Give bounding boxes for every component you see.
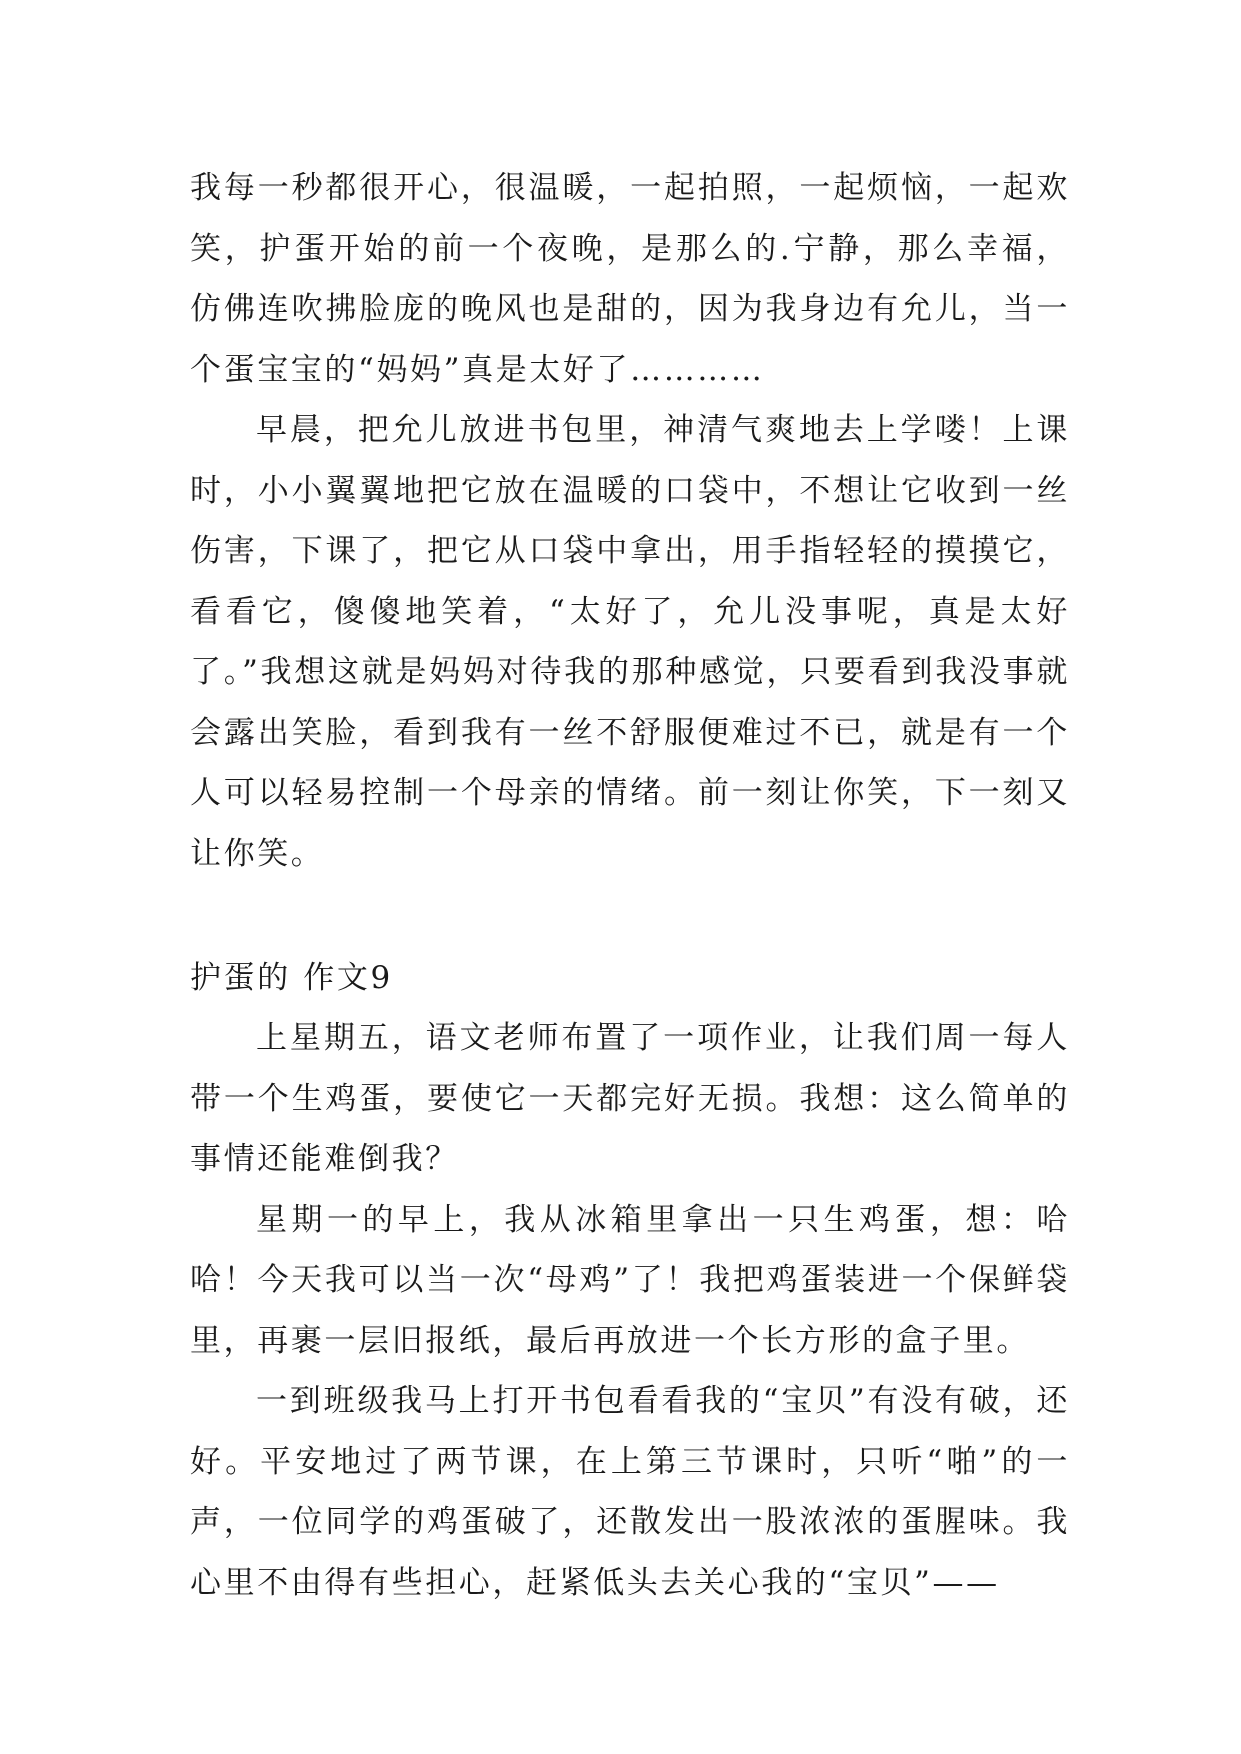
paragraph-morning: 早晨，把允儿放进书包里，神清气爽地去上学喽！上课时，小小翼翼地把它放在温暖的口袋中，不想让它收到一丝伤害，下课了，把它从口袋中拿出，用手指轻轻的摸摸它，看看它，傻傻地笑着，“太好了，允儿没事呢，真是太好了。”我想这就是妈妈对待我的那种感觉，只要看到我没事就会露出笑脸，看到我有一丝不舒服便难过不已，就是有一个人可以轻易控制一个母亲的情绪。前一刻让你笑，下一刻又让你笑。 (190, 412, 1070, 872)
paragraph-monday: 星期一的早上，我从冰箱里拿出一只生鸡蛋，想：哈哈！今天我可以当一次“母鸡”了！我把鸡蛋装进一个保鲜袋里，再裹一层旧报纸，最后再放进一个长方形的盒子里。 (190, 1201, 1070, 1359)
paragraph-continuation: 我每一秒都很开心，很温暖，一起拍照，一起烦恼，一起欢笑，护蛋开始的前一个夜晚，是那么的.宁静，那么幸福，仿佛连吹拂脸庞的晚风也是甜的，因为我身边有允儿，当一个蛋宝宝的“妈妈”真是太好了………… (190, 170, 1070, 388)
paragraph-assignment: 上星期五，语文老师布置了一项作业，让我们周一每人带一个生鸡蛋，要使它一天都完好无损。我想：这么简单的事情还能难倒我？ (190, 1020, 1070, 1177)
document-page (190, 158, 1070, 1613)
section-gap (190, 884, 1070, 948)
paragraph-classroom: 一到班级我马上打开书包看看我的“宝贝”有没有破，还好。平安地过了两节课，在上第三节课时，只听“啪”的一声，一位同学的鸡蛋破了，还散发出一股浓浓的蛋腥味。我心里不由得有些担心，赶紧低头去关心我的“宝贝”—— (190, 1383, 1070, 1601)
essay-heading: 护蛋的 作文9 (190, 960, 393, 996)
